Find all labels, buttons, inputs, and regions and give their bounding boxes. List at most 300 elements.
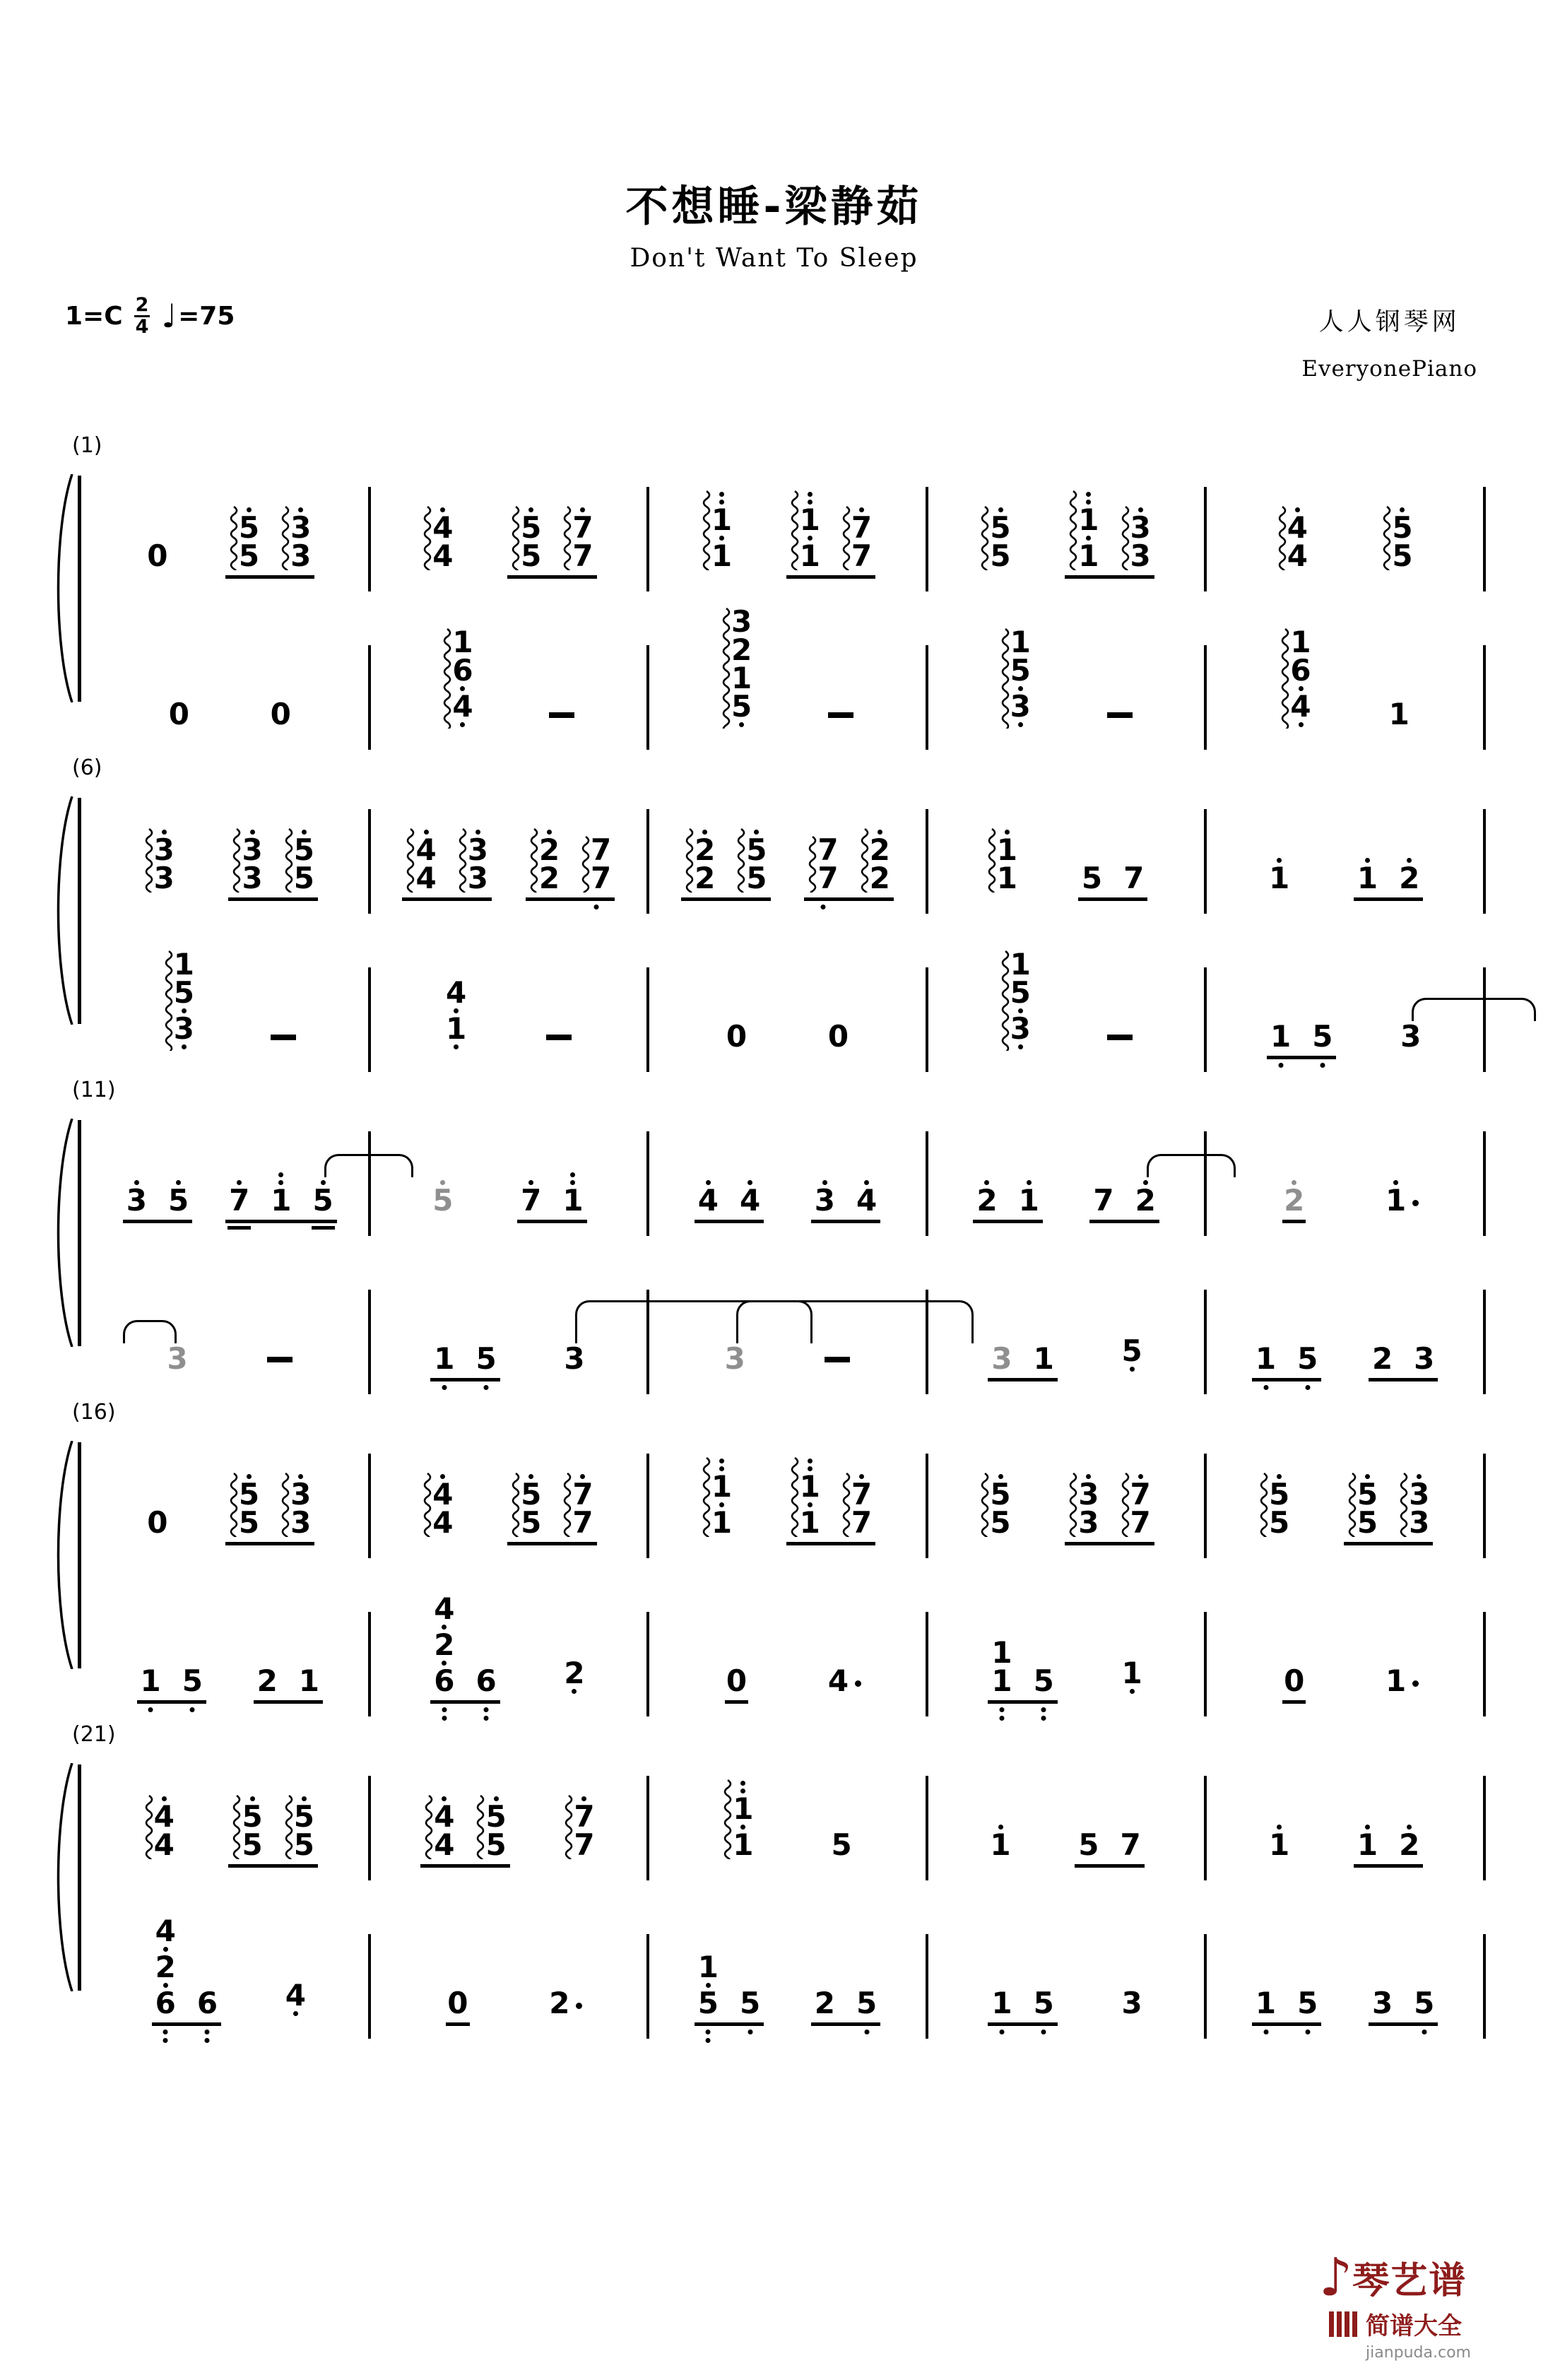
- pitch-number: 5: [1033, 1663, 1054, 1698]
- measure: [92, 1663, 368, 1698]
- end-barline: [1483, 967, 1486, 1072]
- pitch-stack: [814, 1179, 835, 1218]
- pitch-stack: [990, 1473, 1011, 1540]
- arpeggio-icon: [164, 950, 173, 1051]
- pitch-stack: [574, 1795, 595, 1862]
- measure: [371, 625, 647, 729]
- pitch-stack: [467, 828, 488, 895]
- pitch-number: 7: [572, 1477, 593, 1512]
- pitch-number: 1: [562, 1183, 584, 1218]
- beat-unit: [1000, 625, 1031, 729]
- barline: [1204, 967, 1207, 1072]
- pitch-number: 7: [1130, 1505, 1151, 1540]
- pitch-number: 0: [147, 1505, 168, 1540]
- beamed-group: [139, 1663, 204, 1698]
- note: [229, 506, 260, 573]
- note: [987, 828, 1017, 895]
- pitch-stack: [293, 1795, 314, 1862]
- beat-unit: [724, 1341, 745, 1376]
- note: [990, 1823, 1011, 1862]
- arpeggio-icon: [280, 506, 290, 570]
- beat-unit: [168, 697, 189, 731]
- pitch-number: 5: [293, 1799, 314, 1834]
- eighth-underline: [228, 1226, 251, 1230]
- pitch-number: 4: [153, 1799, 175, 1834]
- beat-unit: [154, 1914, 219, 2020]
- note: [564, 1341, 585, 1376]
- note: [814, 1179, 835, 1218]
- pitch-number: 1: [799, 538, 820, 573]
- pitch-stack: [724, 1341, 745, 1376]
- note: [1312, 1019, 1333, 1054]
- pitch-number: 5: [990, 1505, 1011, 1540]
- tied-note: [724, 1341, 745, 1376]
- arpeggio-icon: [723, 1779, 732, 1859]
- measure: [928, 1635, 1205, 1698]
- beam-line: [1089, 1220, 1159, 1223]
- measure: [649, 604, 926, 729]
- pitch-stack: [1297, 1341, 1318, 1376]
- beat-unit: [702, 1457, 733, 1540]
- pitch-stack: [298, 1663, 320, 1698]
- pitch-stack: [1121, 1986, 1142, 2020]
- note: [256, 1663, 278, 1698]
- beat-unit: [1259, 1473, 1290, 1540]
- pitch-number: 3: [1409, 1477, 1430, 1512]
- beamed-group: [1356, 856, 1421, 895]
- beamed-group: [228, 1473, 312, 1540]
- arpeggio-icon: [581, 836, 590, 892]
- pitch-number: 6: [1290, 653, 1311, 688]
- note: [446, 975, 467, 1051]
- note: [1297, 1341, 1318, 1376]
- note: [685, 828, 716, 895]
- barline: [1204, 1290, 1207, 1394]
- pitch-stack: [475, 1341, 497, 1376]
- pitch-number: 1: [173, 947, 195, 982]
- octave-dots-below-beam: [593, 905, 598, 909]
- arpeggio-icon: [284, 828, 293, 892]
- pitch-number: 7: [229, 1183, 250, 1218]
- octave-dot-below: [739, 721, 744, 729]
- note: [980, 506, 1011, 573]
- measure: [649, 490, 926, 573]
- pitch-number: 3: [242, 861, 263, 895]
- beat-unit: [1388, 697, 1410, 731]
- measure: [928, 1473, 1205, 1540]
- pitch-stack: [1297, 1986, 1318, 2020]
- half-note-dash: [1107, 712, 1133, 718]
- note: [1033, 1986, 1054, 2020]
- beat-unit: [825, 1357, 850, 1373]
- pitch-stack: [415, 828, 437, 895]
- pitch-number: 2: [538, 861, 560, 895]
- beat-unit: [1356, 856, 1421, 895]
- note: [1371, 1341, 1393, 1376]
- measure: [92, 1795, 368, 1862]
- octave-dot-below: [1263, 1385, 1268, 1390]
- octave-dot-below: [572, 1687, 577, 1695]
- pitch-stack: [126, 1179, 148, 1218]
- note: [790, 1457, 820, 1540]
- arpeggio-icon: [790, 1457, 799, 1537]
- pitch-stack: [697, 1950, 719, 2020]
- measure: [92, 828, 368, 895]
- beat-unit: [147, 538, 168, 573]
- beam-line: [1369, 1378, 1438, 1382]
- measure: [649, 1341, 926, 1376]
- beam-line: [786, 575, 875, 579]
- pitch-number: 3: [467, 832, 488, 867]
- octave-dot-below: [1320, 1063, 1325, 1068]
- note: [1385, 1663, 1407, 1698]
- half-note-dash: [267, 1357, 293, 1362]
- measure: [1207, 625, 1483, 731]
- pitch-number: 7: [851, 1477, 873, 1512]
- arpeggio-icon: [860, 828, 869, 892]
- note: [140, 1663, 161, 1698]
- beat-unit: [1284, 1663, 1305, 1698]
- note: [827, 1663, 849, 1698]
- measure-number-label: (11): [72, 1078, 116, 1102]
- pitch-number: 7: [1123, 861, 1145, 895]
- beamed-group: [528, 828, 613, 895]
- half-note-dash: [828, 712, 853, 718]
- beat-unit: [1382, 506, 1413, 573]
- pitch-number: 1: [1010, 625, 1031, 659]
- pitch-stack: [153, 828, 175, 895]
- beamed-group: [509, 1473, 594, 1540]
- pitch-number: 1: [1010, 947, 1031, 982]
- arpeggio-icon: [562, 506, 572, 570]
- measure-number-label: (16): [72, 1400, 116, 1425]
- beat-unit: [432, 1179, 454, 1218]
- octave-dot-above: [740, 1779, 745, 1787]
- note: [1018, 1179, 1039, 1218]
- pitch-number: 1: [446, 1011, 467, 1046]
- note: [458, 828, 488, 895]
- beat-unit: [980, 506, 1011, 573]
- beat-unit: [423, 506, 454, 573]
- pitch-number: 3: [1078, 1505, 1099, 1540]
- pitch-stack: [182, 1663, 203, 1698]
- pitch-number: 1: [733, 1791, 754, 1826]
- pitch-number: 4: [432, 510, 454, 545]
- note: [980, 1473, 1011, 1540]
- pitch-number: 3: [1409, 1505, 1430, 1540]
- half-note-dash: [1107, 1035, 1133, 1040]
- arpeggio-icon: [987, 828, 996, 892]
- pitch-number: 0: [827, 1019, 849, 1054]
- pitch-stack: [726, 1663, 748, 1698]
- brand-english: EveryonePiano: [1301, 356, 1477, 382]
- pitch-stack: [1018, 1179, 1039, 1218]
- pitch-number: 1: [799, 1469, 820, 1504]
- beat-unit: [721, 604, 752, 729]
- beat-unit: [1254, 1986, 1319, 2020]
- pitch-stack: [1121, 1656, 1142, 1695]
- pitch-stack: [229, 1179, 250, 1218]
- pitch-stack: [1400, 1019, 1422, 1054]
- augmentation-dot: [1412, 1680, 1419, 1687]
- octave-dots-below-beam: [1041, 1707, 1046, 1721]
- system-2: [72, 755, 1486, 1054]
- system-3: [72, 1078, 1486, 1376]
- beam-line: [1369, 2022, 1438, 2026]
- note: [442, 625, 473, 729]
- pitch-stack: [814, 1986, 835, 2020]
- note: [232, 1795, 263, 1862]
- pitch-number: 5: [1081, 861, 1103, 895]
- note: [144, 828, 175, 895]
- note: [196, 1986, 218, 2020]
- pitch-stack: [1371, 1986, 1393, 2020]
- pitch-number: 1: [1255, 1986, 1277, 2020]
- pitch-number: 1: [298, 1663, 320, 1698]
- beam-line: [526, 897, 615, 901]
- beat-unit: [546, 1035, 572, 1051]
- note: [168, 1179, 189, 1218]
- lower-staff-row: [92, 1235, 1486, 1376]
- octave-dot-above: [808, 490, 813, 498]
- pitch-stack: [140, 1663, 161, 1698]
- pitch-number: 4: [432, 1505, 454, 1540]
- arpeggio-icon: [423, 1473, 432, 1537]
- measure: [1207, 1473, 1483, 1540]
- pitch-stack: [432, 506, 454, 573]
- beam-line: [681, 897, 770, 901]
- beam-line: [507, 575, 596, 579]
- time-signature-lower: 4: [135, 315, 149, 338]
- upper-staff-row: [92, 1110, 1486, 1218]
- barline: [646, 1290, 649, 1394]
- pitch-stack: [521, 1473, 542, 1540]
- beat-unit: [1385, 1663, 1407, 1698]
- beamed-group: [806, 828, 891, 895]
- pitch-number: 4: [285, 1978, 306, 2013]
- pitch-stack: [147, 1505, 168, 1540]
- pitch-number: 1: [996, 861, 1017, 895]
- octave-dots-below-beam: [1305, 2030, 1310, 2034]
- pitch-stack: [452, 625, 473, 729]
- pitch-stack: [434, 1591, 455, 1698]
- note: [424, 1795, 455, 1862]
- note: [475, 1663, 497, 1698]
- pitch-number: 5: [990, 538, 1011, 573]
- note: [475, 1341, 497, 1376]
- note: [1123, 861, 1145, 895]
- pitch-number: 5: [485, 1799, 507, 1834]
- eighth-underline: [312, 1226, 335, 1230]
- arpeggio-icon: [475, 1795, 485, 1859]
- note: [1400, 1019, 1422, 1054]
- octave-dot-below: [864, 2030, 869, 2034]
- augmentation-dot: [855, 1680, 861, 1687]
- pitch-number: 1: [1255, 1341, 1277, 1376]
- measure: [1207, 1019, 1483, 1054]
- pitch-stack: [799, 1457, 820, 1540]
- pitch-number: 3: [1371, 1986, 1393, 2020]
- pitch-number: 1: [991, 1635, 1012, 1670]
- pitch-number: 3: [1414, 1341, 1435, 1376]
- octave-dot-below: [1018, 721, 1023, 729]
- beam-line: [228, 897, 317, 901]
- beat-unit: [285, 1978, 306, 2017]
- note: [736, 828, 767, 895]
- pitch-stack: [856, 1986, 878, 2020]
- note: [285, 1978, 306, 2017]
- pitch-number: 7: [572, 538, 593, 573]
- pitch-stack: [238, 1473, 260, 1540]
- beamed-group: [519, 1171, 584, 1218]
- pitch-number: 1: [434, 1341, 455, 1376]
- arpeggio-icon: [229, 506, 238, 570]
- pitch-number: 2: [1399, 1827, 1420, 1862]
- beat-unit: [1000, 947, 1031, 1051]
- pitch-number: 5: [1312, 1019, 1333, 1054]
- pitch-number: 1: [733, 1827, 754, 1862]
- pitch-stack: [1033, 1663, 1054, 1698]
- pitch-stack: [1357, 856, 1378, 895]
- arpeggio-icon: [406, 828, 415, 892]
- measure: [371, 506, 647, 573]
- pitch-number: 7: [521, 1183, 542, 1218]
- lower-staff-row: [92, 1879, 1486, 2020]
- pitch-number: 4: [827, 1663, 849, 1698]
- upper-staff-row: [92, 1432, 1486, 1540]
- pitch-stack: [256, 1663, 278, 1698]
- beam-line: [402, 897, 491, 901]
- note: [511, 1473, 542, 1540]
- beat-unit: [549, 712, 574, 729]
- time-signature-upper: 2: [135, 294, 149, 316]
- octave-dot-below: [484, 1707, 489, 1712]
- pitch-number: 3: [242, 832, 263, 867]
- pitch-number: 7: [591, 832, 612, 867]
- pitch-stack: [1269, 1823, 1290, 1862]
- octave-dots-below-beam: [1320, 1063, 1325, 1068]
- note: [1078, 1827, 1099, 1862]
- measure: [92, 1914, 368, 2020]
- beat-unit: [788, 1457, 873, 1540]
- pitch-number: 5: [1357, 1477, 1378, 1512]
- octave-dot-below: [460, 721, 465, 729]
- note: [1000, 625, 1031, 729]
- note: [841, 1473, 873, 1540]
- pitch-stack: [168, 1179, 189, 1218]
- pitch-number: 3: [1130, 538, 1151, 573]
- pitch-number: 5: [1033, 1986, 1054, 2020]
- measure: [92, 506, 368, 573]
- pitch-number: 7: [572, 510, 593, 545]
- pitch-number: 2: [731, 632, 752, 667]
- pitch-stack: [572, 1473, 593, 1540]
- pitch-number: 2: [549, 1986, 570, 2020]
- octave-dot-below: [706, 2038, 711, 2043]
- note: [1347, 1473, 1378, 1540]
- octave-dot-below: [182, 1043, 187, 1051]
- pitch-number: 5: [1392, 538, 1413, 573]
- pitch-stack: [549, 1986, 570, 2020]
- pitch-number: 4: [434, 1591, 455, 1626]
- note: [521, 1179, 542, 1218]
- note: [271, 1171, 292, 1218]
- time-signature: [134, 295, 150, 336]
- pitch-stack: [990, 1823, 1011, 1862]
- note: [856, 1179, 878, 1218]
- note: [721, 604, 752, 729]
- note: [1371, 1986, 1393, 2020]
- pitch-number: 5: [1392, 510, 1413, 545]
- pitch-stack: [1385, 1663, 1407, 1698]
- pitch-number: 4: [432, 1477, 454, 1512]
- note: [1135, 1179, 1156, 1218]
- quarter-note-icon: ♩: [161, 297, 177, 336]
- beamed-group: [788, 1457, 873, 1540]
- pitch-number: 3: [814, 1183, 835, 1218]
- pitch-stack: [1312, 1019, 1333, 1054]
- pitch-stack: [1385, 1179, 1407, 1218]
- note: [1121, 506, 1151, 573]
- arpeggio-icon: [1000, 950, 1010, 1051]
- pitch-number: 1: [1388, 697, 1410, 731]
- octave-dot-below: [1041, 2030, 1046, 2034]
- beam-line: [804, 897, 893, 901]
- pitch-number: 1: [1033, 1341, 1054, 1376]
- beam-line: [517, 1220, 586, 1223]
- octave-dots-below-beam: [484, 1707, 489, 1721]
- pitch-stack: [270, 697, 291, 731]
- pitch-stack: [1121, 1333, 1142, 1373]
- pitch-number: 5: [168, 1183, 189, 1218]
- brand-chinese: 人人钢琴网: [1318, 308, 1460, 336]
- octave-dot-above: [1086, 490, 1091, 498]
- beam-line: [137, 1700, 206, 1704]
- pitch-stack: [1130, 1473, 1151, 1540]
- pitch-stack: [1135, 1179, 1156, 1218]
- octave-dots-below-beam: [1041, 2030, 1046, 2034]
- pitch-number: 5: [238, 1505, 260, 1540]
- pitch-stack: [1399, 856, 1420, 895]
- beat-unit: [1092, 1179, 1157, 1218]
- pitch-number: 7: [817, 861, 839, 895]
- beamed-group: [813, 1986, 878, 2020]
- pitch-number: 5: [182, 1663, 203, 1698]
- pitch-number: 1: [1121, 1656, 1142, 1690]
- pitch-number: 4: [1287, 538, 1308, 573]
- note: [434, 1341, 455, 1376]
- octave-dots-below-beam: [864, 2030, 869, 2034]
- measure: [649, 1950, 926, 2020]
- octave-dots-below-beam: [205, 2030, 210, 2043]
- pitch-stack: [242, 828, 263, 895]
- pitch-stack: [851, 506, 873, 573]
- beam-line: [1252, 1378, 1321, 1382]
- pitch-stack: [564, 1656, 585, 1695]
- beat-unit: [1269, 856, 1290, 895]
- pitch-stack: [446, 975, 467, 1051]
- beat-unit: [432, 1591, 497, 1698]
- pitch-stack: [1078, 490, 1099, 573]
- note: [126, 1179, 148, 1218]
- beat-unit: [683, 828, 768, 895]
- barline: [1204, 1612, 1207, 1716]
- pitch-number: 1: [731, 661, 752, 695]
- pitch-stack: [1093, 1183, 1114, 1218]
- pitch-stack: [1409, 1473, 1430, 1540]
- note: [790, 490, 820, 573]
- beamed-group: [509, 506, 594, 573]
